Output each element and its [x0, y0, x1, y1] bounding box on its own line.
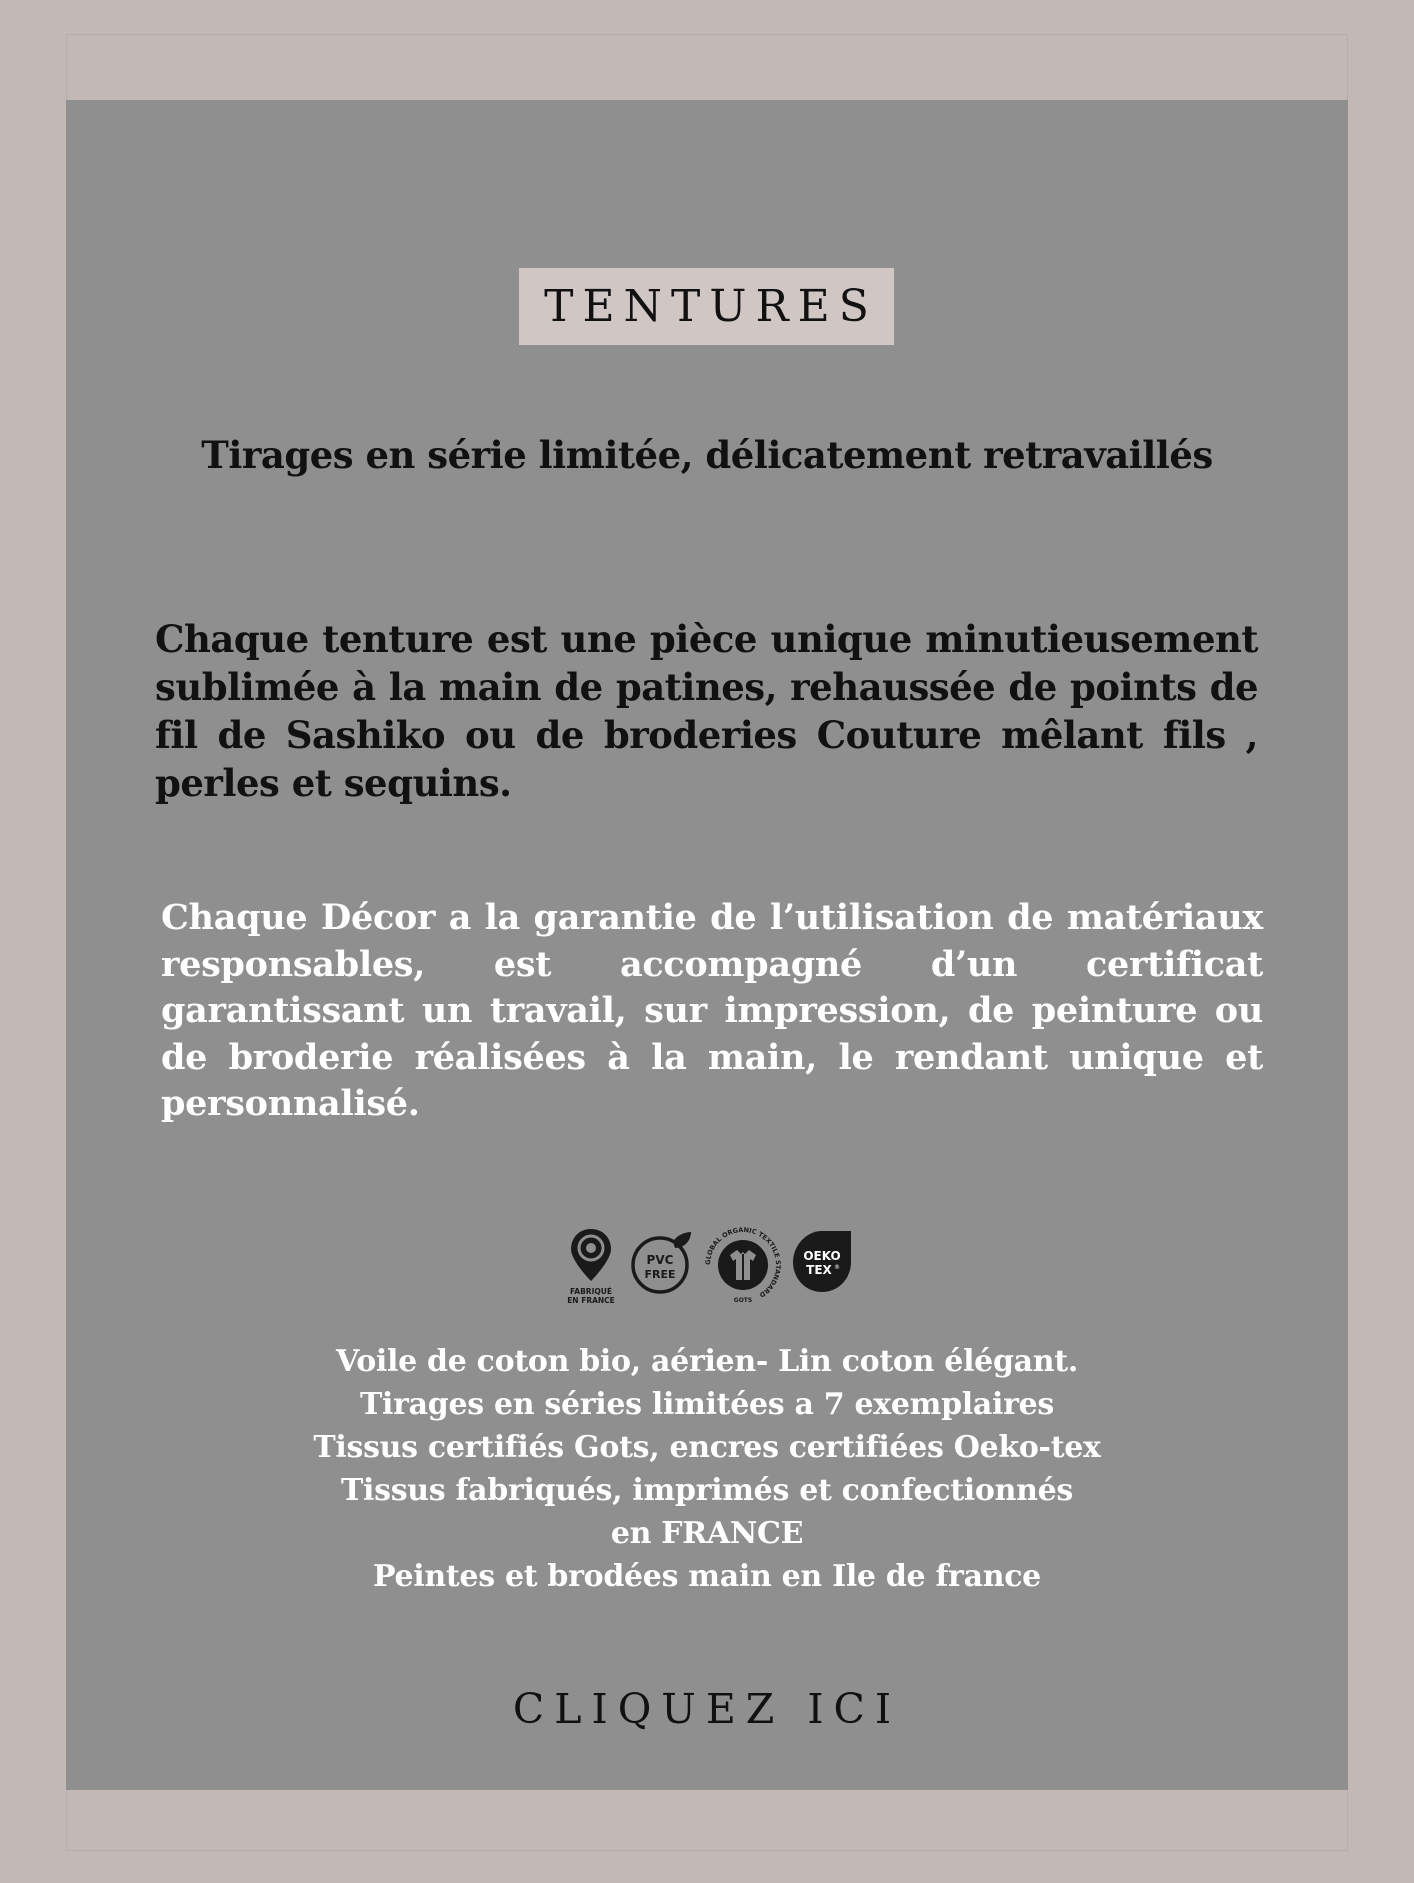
- pvc-free-logo: [629, 1230, 695, 1296]
- oeko-line2: TEX: [806, 1263, 832, 1277]
- subtitle: Tirages en série limitée, délicatement retravaillés: [201, 433, 1213, 477]
- feature-line: Tissus certifiés Gots, encres certifiées Oeko-tex: [313, 1430, 1101, 1465]
- fabrique-line2: EN FRANCE: [567, 1296, 615, 1305]
- page-title: [519, 268, 894, 345]
- gots-bottom-text: GOTS: [733, 1297, 753, 1304]
- gots-logo: [703, 1225, 783, 1305]
- oeko-tex-logo: [789, 1229, 855, 1299]
- pvc-line1: PVC: [646, 1253, 674, 1267]
- guarantee-paragraph: Chaque Décor a la garantie de l’utilisation de matériaux responsables, est accompagné d’un certificat garantissant un travail, sur impression, de peinture ou de broderie réalisées à la main, le rendant unique et personnalisé.: [161, 897, 1263, 1124]
- feature-line: Tirages en séries limitées a 7 exemplaires: [360, 1387, 1054, 1422]
- feature-line: en FRANCE: [610, 1516, 804, 1551]
- oeko-line1: OEKO: [803, 1249, 841, 1263]
- page-title-text: TENTURES: [544, 281, 878, 332]
- feature-line: Peintes et brodées main en Ile de france: [373, 1559, 1041, 1594]
- feature-line: Voile de coton bio, aérien- Lin coton élégant.: [335, 1344, 1078, 1379]
- fabrique-line1: FABRIQUÉ: [570, 1287, 612, 1296]
- certification-logos: [563, 1225, 863, 1305]
- map-pin-icon: [563, 1225, 619, 1305]
- leaf-icon: [673, 1232, 691, 1248]
- cliquez-ici-link[interactable]: CLIQUEZ ICI: [512, 1685, 902, 1733]
- pvc-line2: FREE: [644, 1268, 676, 1281]
- intro-paragraph: Chaque tenture est une pièce unique minutieusement sublimée à la main de patines, rehaussée de points de fil de Sashiko ou de broderies Couture mêlant fils , perles et sequins.: [155, 617, 1258, 805]
- features-list: [66, 1340, 1348, 1598]
- gots-ring-text: GLOBAL ORGANIC TEXTILE STANDARD: [703, 1225, 783, 1299]
- content-panel: [66, 100, 1348, 1790]
- feature-line: Tissus fabriqués, imprimés et confectionnés: [340, 1473, 1073, 1508]
- oeko-mark: ®: [834, 1264, 840, 1271]
